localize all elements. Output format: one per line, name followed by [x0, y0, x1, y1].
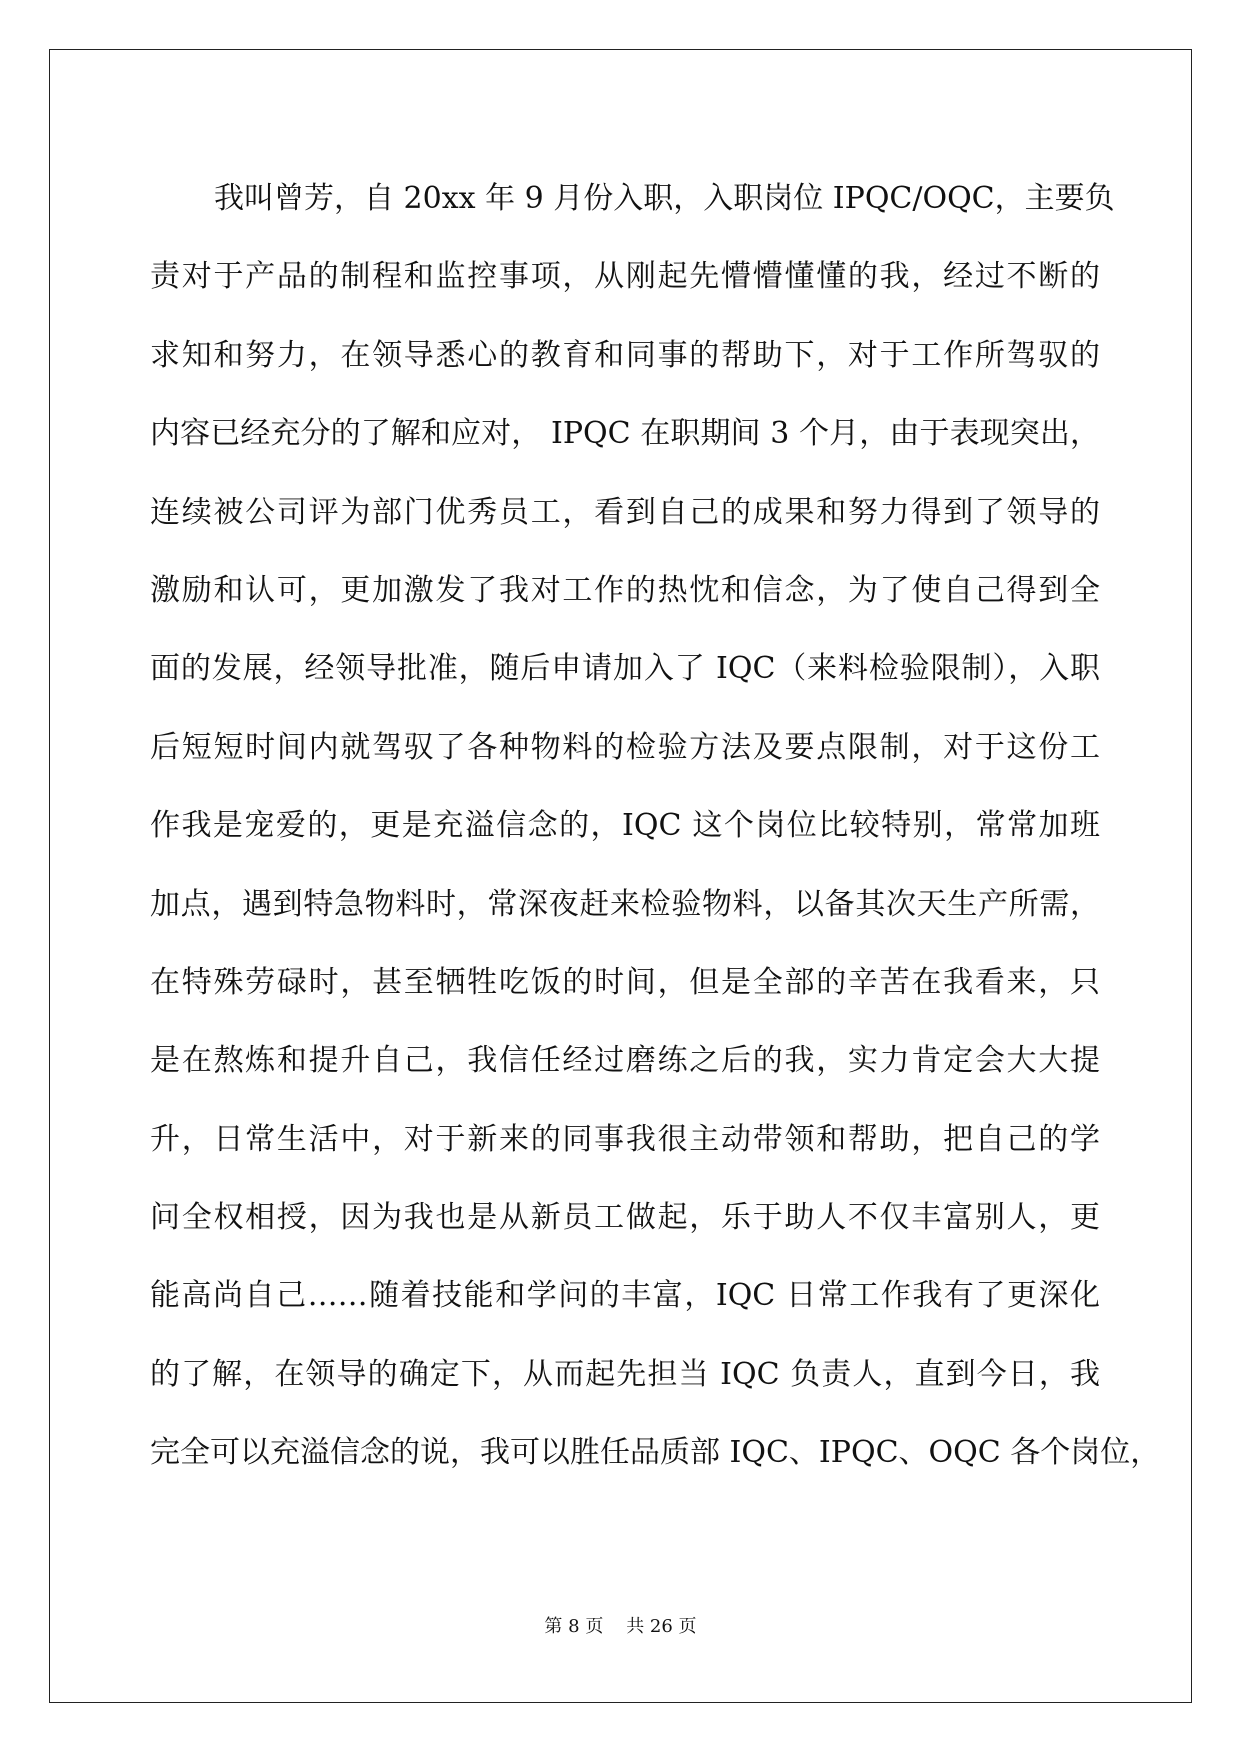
paragraph-line: 后短短时间内就驾驭了各种物料的检验方法及要点限制，对于这份工	[150, 729, 1100, 765]
page-number: 第 8 页 共 26 页	[544, 1616, 697, 1637]
paragraph-line: 求知和努力，在领导悉心的教育和同事的帮助下，对于工作所驾驭的	[150, 337, 1100, 373]
paragraph-line: 是在熬炼和提升自己，我信任经过磨练之后的我，实力肯定会大大提	[150, 1043, 1100, 1079]
paragraph-line: 的了解，在领导的确定下，从而起先担当 IQC 负责人，直到今日，我	[150, 1356, 1100, 1392]
document-body	[150, 160, 1161, 1493]
paragraph-line: 面的发展，经领导批准，随后申请加入了 IQC（来料检验限制），入职	[150, 651, 1100, 687]
paragraph-line: 连续被公司评为部门优秀员工，看到自己的成果和努力得到了领导的	[150, 494, 1100, 530]
paragraph-line: 内容已经充分的了解和应对， IPQC 在职期间 3 个月，由于表现突出，	[150, 416, 1100, 452]
paragraph-line: 我叫曾芳，自 20xx 年 9 月份入职，入职岗位 IPQC/OQC，主要负	[214, 181, 1115, 216]
paragraph-line: 责对于产品的制程和监控事项，从刚起先懵懵懂懂的我，经过不断的	[150, 259, 1100, 295]
paragraph-line: 在特殊劳碌时，甚至牺牲吃饭的时间，但是全部的辛苦在我看来，只	[150, 964, 1100, 1000]
paragraph-line: 激励和认可，更加激发了我对工作的热忱和信念，为了使自己得到全	[150, 572, 1100, 608]
paragraph-line: 问全权相授，因为我也是从新员工做起，乐于助人不仅丰富别人，更	[150, 1200, 1100, 1236]
paragraph-line: 完全可以充溢信念的说，我可以胜任品质部 IQC、IPQC、OQC 各个岗位，	[150, 1435, 1161, 1471]
paragraph-line: 升，日常生活中，对于新来的同事我很主动带领和帮助，把自己的学	[150, 1121, 1100, 1157]
paragraph-line: 加点，遇到特急物料时，常深夜赶来检验物料，以备其次天生产所需，	[150, 886, 1100, 922]
paragraph-line: 作我是宠爱的，更是充溢信念的，IQC 这个岗位比较特别，常常加班	[150, 808, 1100, 844]
paragraph-line: 能高尚自己……随着技能和学问的丰富，IQC 日常工作我有了更深化	[150, 1278, 1100, 1314]
